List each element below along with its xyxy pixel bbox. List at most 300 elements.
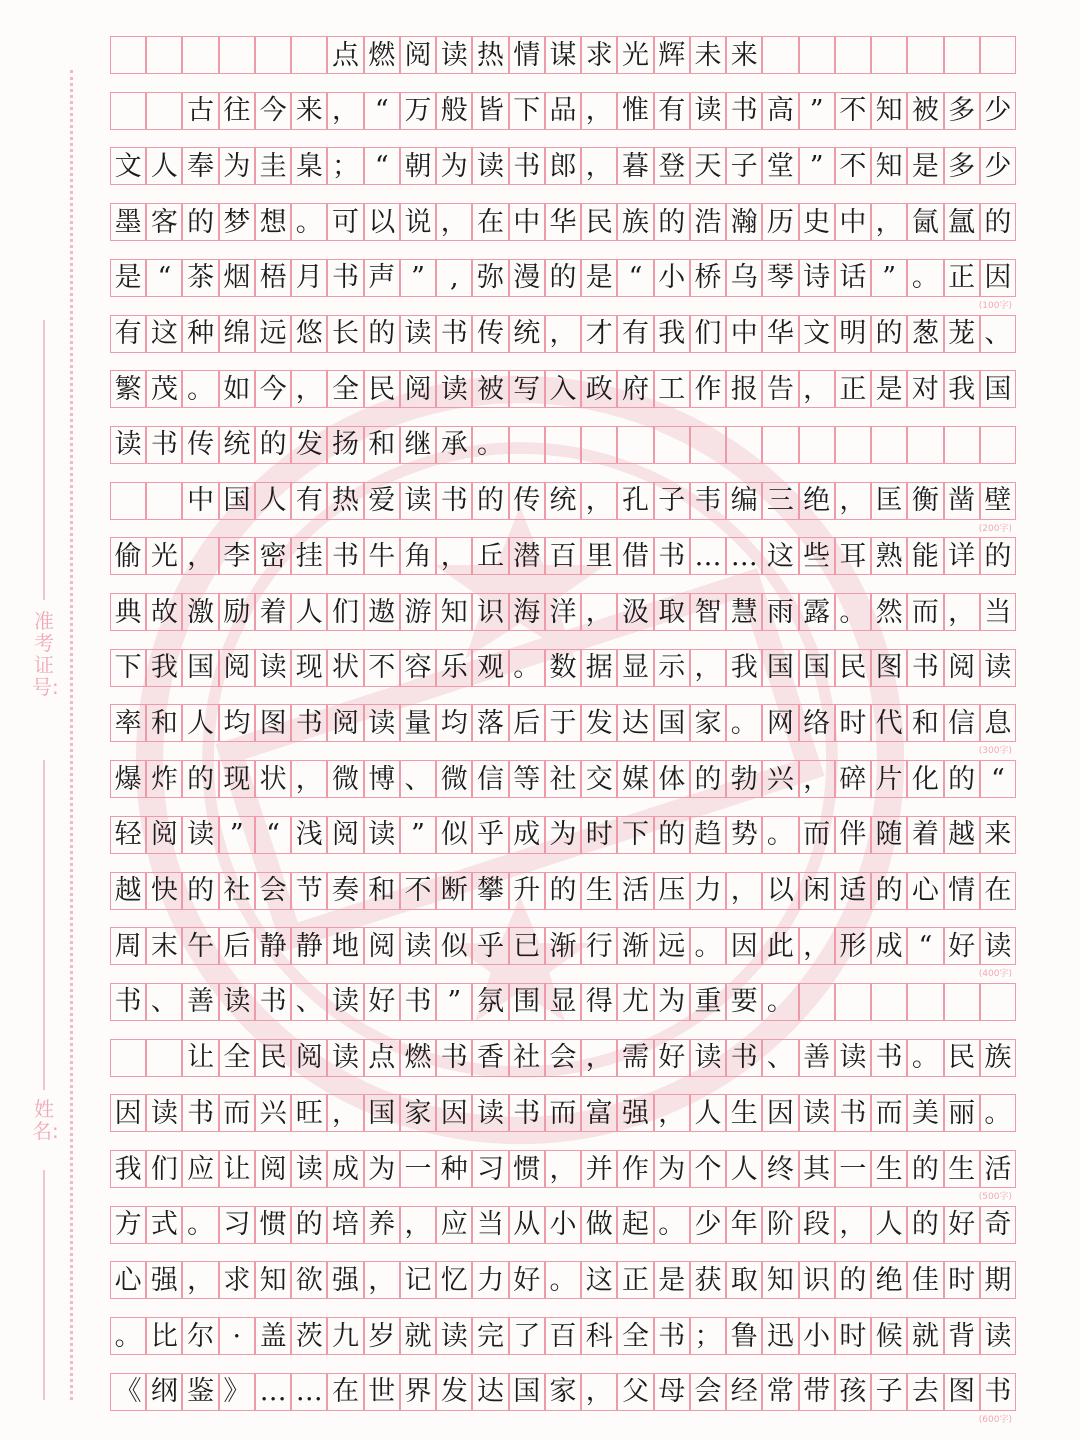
grid-cell [146, 36, 182, 74]
grid-cell: 爱 [364, 482, 400, 520]
grid-cell: 点 [364, 1039, 400, 1077]
grid-cell: 露 [799, 593, 835, 631]
grid-cell: 渐 [617, 927, 653, 965]
grid-cell: 、 [146, 983, 182, 1021]
grid-cell [291, 36, 327, 74]
grid-cell: ， [182, 537, 218, 575]
grid-cell: 闲 [799, 872, 835, 910]
grid-cell: 和 [907, 704, 943, 742]
grid-cell: 、 [980, 315, 1016, 353]
grid-cell: 会 [545, 1039, 581, 1077]
grid-cell: 朝 [400, 147, 436, 185]
grid-cell: 书 [726, 92, 762, 130]
grid-cell: 书 [835, 1094, 871, 1132]
grid-cell: 读 [799, 1094, 835, 1132]
grid-cell: 臬 [291, 147, 327, 185]
grid-cell: 绝 [871, 1261, 907, 1299]
grid-cell: 式 [146, 1206, 182, 1244]
grid-cell: 潜 [509, 537, 545, 575]
grid-cell: ， [871, 203, 907, 241]
grid-cell: 达 [617, 704, 653, 742]
grid-cell: 浩 [690, 203, 726, 241]
grid-cell: “ [364, 147, 400, 185]
grid-cell: 人 [182, 704, 218, 742]
grid-cell: 落 [472, 704, 508, 742]
grid-cell: 传 [509, 482, 545, 520]
grid-cell: 府 [617, 370, 653, 408]
grid-cell: 轻 [110, 816, 146, 854]
grid-cell: 想 [255, 203, 291, 241]
grid-cell: 节 [291, 872, 327, 910]
grid-cell: 养 [364, 1206, 400, 1244]
grid-cell: 是 [581, 259, 617, 297]
grid-cell: 被 [907, 92, 943, 130]
grid-cell: 阅 [327, 704, 363, 742]
grid-cell: 心 [110, 1261, 146, 1299]
grid-cell: 均 [436, 704, 472, 742]
grid-cell: 励 [219, 593, 255, 631]
grid-cell: 好 [509, 1261, 545, 1299]
grid-cell: 子 [654, 482, 690, 520]
grid-cell: 书 [980, 1373, 1016, 1411]
word-count-marker: (200字) [978, 523, 1012, 534]
grid-cell: 孔 [617, 482, 653, 520]
grid-cell: 而 [907, 593, 943, 631]
grid-cell: 人 [690, 1094, 726, 1132]
grid-cell [835, 983, 871, 1021]
grid-cell: 悠 [291, 315, 327, 353]
grid-cell: 。 [654, 1206, 690, 1244]
grid-cell: 方 [110, 1206, 146, 1244]
grid-cell: 国 [799, 649, 835, 687]
grid-cell: 量 [400, 704, 436, 742]
grid-row [110, 203, 1016, 241]
exam-id-underline-lower [43, 760, 45, 1090]
word-count-marker: (600字) [978, 1414, 1012, 1425]
grid-cell: 中 [509, 203, 545, 241]
grid-cell: ， [581, 1373, 617, 1411]
grid-cell: 微 [327, 760, 363, 798]
grid-cell: 午 [182, 927, 218, 965]
grid-cell: 母 [654, 1373, 690, 1411]
grid-cell: ， [327, 1094, 363, 1132]
grid-cell: 民 [835, 649, 871, 687]
grid-cell: ， [581, 593, 617, 631]
grid-cell: 显 [545, 983, 581, 1021]
grid-cell: 阅 [255, 1150, 291, 1188]
exam-id-underline [43, 320, 45, 600]
grid-cell: ” [436, 983, 472, 1021]
grid-cell: 读 [980, 1317, 1016, 1355]
grid-cell: 数 [545, 649, 581, 687]
grid-cell: 谋 [545, 36, 581, 74]
grid-cell: 均 [219, 704, 255, 742]
grid-cell: 读 [110, 426, 146, 464]
grid-cell: 。 [835, 593, 871, 631]
grid-cell: 的 [907, 1150, 943, 1188]
grid-row [110, 927, 1016, 965]
grid-cell: 我 [944, 370, 980, 408]
grid-cell: 绝 [799, 482, 835, 520]
grid-cell: 以 [762, 872, 798, 910]
grid-cell: 求 [219, 1261, 255, 1299]
grid-cell: 壁 [980, 482, 1016, 520]
grid-cell: 静 [291, 927, 327, 965]
word-count-marker: (500字) [978, 1192, 1012, 1202]
grid-cell: 般 [436, 92, 472, 130]
grid-cell: 统 [219, 426, 255, 464]
grid-cell: 。 [110, 1317, 146, 1355]
grid-cell: ” [219, 816, 255, 854]
grid-cell: 惟 [617, 92, 653, 130]
grid-cell: 瀚 [726, 203, 762, 241]
grid-cell [944, 983, 980, 1021]
grid-cell: 读 [400, 315, 436, 353]
grid-cell: 而 [219, 1094, 255, 1132]
grid-cell: 华 [545, 203, 581, 241]
grid-cell: 繁 [110, 370, 146, 408]
grid-cell: 乌 [726, 259, 762, 297]
grid-cell: … [255, 1373, 291, 1411]
grid-cell: 家 [690, 704, 726, 742]
grid-cell: 网 [762, 704, 798, 742]
grid-cell: 纲 [146, 1373, 182, 1411]
grid-cell: ， [799, 370, 835, 408]
grid-cell: 读 [472, 147, 508, 185]
grid-cell: 阶 [762, 1206, 798, 1244]
grid-cell: ” [871, 259, 907, 297]
grid-cell: 故 [146, 593, 182, 631]
grid-cell: 游 [400, 593, 436, 631]
grid-cell: 读 [364, 816, 400, 854]
grid-row [110, 760, 1016, 798]
grid-cell: 在 [327, 1373, 363, 1411]
grid-cell: 的 [255, 426, 291, 464]
grid-cell: 今 [255, 92, 291, 130]
grid-cell: 的 [980, 203, 1016, 241]
grid-cell: 在 [472, 203, 508, 241]
grid-cell: 为 [436, 147, 472, 185]
grid-cell: 来 [726, 36, 762, 74]
grid-cell: 。 [291, 203, 327, 241]
grid-cell: 好 [944, 1206, 980, 1244]
grid-row [110, 649, 1016, 687]
grid-cell: 三 [762, 482, 798, 520]
grid-cell: 是 [871, 370, 907, 408]
grid-cell: 乐 [436, 649, 472, 687]
grid-cell: 的 [182, 872, 218, 910]
grid-cell: 读 [436, 36, 472, 74]
grid-cell: ， [545, 315, 581, 353]
grid-cell: 络 [799, 704, 835, 742]
grid-cell: 堂 [762, 147, 798, 185]
grid-cell: 佳 [907, 1261, 943, 1299]
grid-cell: 圭 [255, 147, 291, 185]
grid-cell: 显 [617, 649, 653, 687]
grid-cell: ， [364, 1261, 400, 1299]
grid-cell: 而 [871, 1094, 907, 1132]
grid-cell: 时 [581, 816, 617, 854]
grid-cell: 读 [400, 482, 436, 520]
grid-cell: 国 [654, 704, 690, 742]
grid-cell: “ [907, 927, 943, 965]
grid-cell: 尔 [182, 1317, 218, 1355]
grid-cell: 成 [327, 1150, 363, 1188]
grid-cell: 全 [327, 370, 363, 408]
grid-cell: 国 [364, 1094, 400, 1132]
grid-cell: 读 [400, 927, 436, 965]
grid-cell [110, 1039, 146, 1077]
grid-cell: 末 [146, 927, 182, 965]
grid-cell: ； [690, 1317, 726, 1355]
grid-cell: 社 [545, 760, 581, 798]
grid-cell [944, 36, 980, 74]
grid-cell: 百 [545, 1317, 581, 1355]
grid-cell: 势 [726, 816, 762, 854]
grid-cell: 挂 [291, 537, 327, 575]
grid-cell: 时 [835, 1317, 871, 1355]
word-count-marker: (300字) [978, 746, 1012, 757]
grid-cell: 兴 [255, 1094, 291, 1132]
grid-cell: 这 [146, 315, 182, 353]
grid-cell: 激 [182, 593, 218, 631]
grid-cell: “ [980, 760, 1016, 798]
grid-row [110, 370, 1016, 408]
grid-cell: 族 [617, 203, 653, 241]
grid-cell: 书 [654, 1317, 690, 1355]
grid-row [110, 147, 1016, 185]
grid-cell: 情 [509, 36, 545, 74]
grid-cell [617, 426, 653, 464]
grid-cell: 一 [835, 1150, 871, 1188]
grid-cell: 书 [291, 704, 327, 742]
grid-cell: ， [581, 482, 617, 520]
grid-cell: 才 [581, 315, 617, 353]
grid-cell: 科 [581, 1317, 617, 1355]
grid-cell: 当 [472, 1206, 508, 1244]
grid-cell: 的 [871, 315, 907, 353]
grid-cell: 尤 [617, 983, 653, 1021]
grid-cell: ， [799, 927, 835, 965]
grid-cell: 背 [944, 1317, 980, 1355]
grid-cell: 会 [690, 1373, 726, 1411]
grid-cell: 率 [110, 704, 146, 742]
grid-cell: 完 [472, 1317, 508, 1355]
grid-cell: 书 [436, 1039, 472, 1077]
grid-cell: 茨 [291, 1317, 327, 1355]
grid-cell: 静 [255, 927, 291, 965]
grid-cell: 惯 [255, 1206, 291, 1244]
grid-cell: 阅 [291, 1039, 327, 1077]
grid-cell: 氲 [944, 203, 980, 241]
grid-cell: 。 [762, 816, 798, 854]
grid-cell: 生 [726, 1094, 762, 1132]
grid-cell: 而 [545, 1094, 581, 1132]
grid-cell: 活 [617, 872, 653, 910]
grid-cell: 因 [436, 1094, 472, 1132]
grid-cell: 读 [327, 1039, 363, 1077]
grid-cell: 勃 [726, 760, 762, 798]
grid-cell: 们 [327, 593, 363, 631]
grid-cell: 文 [799, 315, 835, 353]
grid-cell: 着 [255, 593, 291, 631]
grid-cell: 报 [726, 370, 762, 408]
grid-cell: 们 [690, 315, 726, 353]
grid-cell: 远 [654, 927, 690, 965]
grid-cell: 人 [871, 1206, 907, 1244]
grid-cell: 声 [364, 259, 400, 297]
grid-cell: 示 [654, 649, 690, 687]
grid-cell: 和 [364, 872, 400, 910]
grid-cell: 不 [400, 872, 436, 910]
grid-cell [146, 92, 182, 130]
title-row [110, 36, 1016, 74]
grid-cell: 。 [762, 983, 798, 1021]
grid-cell: 品 [545, 92, 581, 130]
grid-cell: 小 [545, 1206, 581, 1244]
grid-cell: 乎 [472, 816, 508, 854]
grid-cell: ， [581, 92, 617, 130]
grid-cell: 绵 [219, 315, 255, 353]
grid-cell: 里 [581, 537, 617, 575]
grid-cell [146, 1039, 182, 1077]
grid-cell: 慧 [726, 593, 762, 631]
grid-cell: 我 [726, 649, 762, 687]
grid-cell: 适 [835, 872, 871, 910]
grid-cell: 善 [799, 1039, 835, 1077]
grid-row [110, 315, 1016, 353]
grid-cell: ， [545, 1150, 581, 1188]
grid-cell: 读 [690, 92, 726, 130]
grid-cell: 于 [545, 704, 581, 742]
grid-cell: 茏 [944, 315, 980, 353]
grid-cell: 遨 [364, 593, 400, 631]
grid-cell: 氤 [907, 203, 943, 241]
grid-cell: 有 [654, 92, 690, 130]
grid-cell: 。 [907, 1039, 943, 1077]
grid-cell: 求 [581, 36, 617, 74]
grid-cell: 。 [690, 927, 726, 965]
grid-cell: 茶 [182, 259, 218, 297]
grid-cell: 。 [182, 370, 218, 408]
grid-cell: 段 [799, 1206, 835, 1244]
grid-cell: 桥 [690, 259, 726, 297]
grid-cell: 做 [581, 1206, 617, 1244]
grid-cell: 书 [509, 1094, 545, 1132]
grid-cell: 烟 [219, 259, 255, 297]
grid-cell: ， [654, 1094, 690, 1132]
grid-cell: 古 [182, 92, 218, 130]
grid-cell: 成 [871, 927, 907, 965]
grid-cell: 的 [835, 1261, 871, 1299]
grid-cell: 比 [146, 1317, 182, 1355]
grid-cell: 让 [182, 1039, 218, 1077]
grid-cell: 读 [182, 816, 218, 854]
grid-cell: 家 [400, 1094, 436, 1132]
grid-cell: 韦 [690, 482, 726, 520]
grid-row [110, 92, 1016, 130]
grid-cell: ” [400, 259, 436, 297]
grid-cell: 国 [182, 649, 218, 687]
grid-cell: 乎 [472, 927, 508, 965]
grid-cell: 越 [110, 872, 146, 910]
grid-cell: 族 [980, 1039, 1016, 1077]
grid-row [110, 1317, 1016, 1355]
grid-cell: 取 [726, 1261, 762, 1299]
grid-cell: 年 [726, 1206, 762, 1244]
grid-cell: 天 [690, 147, 726, 185]
grid-cell: 得 [581, 983, 617, 1021]
grid-cell [110, 36, 146, 74]
grid-cell: 培 [327, 1206, 363, 1244]
grid-cell: 工 [654, 370, 690, 408]
grid-cell: ， [581, 147, 617, 185]
grid-row [110, 872, 1016, 910]
grid-cell: 知 [871, 92, 907, 130]
grid-cell: 葱 [907, 315, 943, 353]
grid-cell: 匡 [871, 482, 907, 520]
grid-cell: 作 [690, 370, 726, 408]
grid-cell: 着 [907, 816, 943, 854]
grid-cell: 不 [835, 92, 871, 130]
grid-cell [110, 482, 146, 520]
grid-cell: ， [690, 649, 726, 687]
grid-cell: 密 [255, 537, 291, 575]
grid-cell: 写 [509, 370, 545, 408]
grid-cell: 汲 [617, 593, 653, 631]
grid-cell: 不 [364, 649, 400, 687]
grid-cell: 读 [980, 649, 1016, 687]
grid-cell: 读 [291, 1150, 327, 1188]
grid-cell: 中 [726, 315, 762, 353]
grid-cell: 茂 [146, 370, 182, 408]
grid-cell: 民 [581, 203, 617, 241]
grid-cell: 的 [182, 203, 218, 241]
grid-cell: 全 [617, 1317, 653, 1355]
grid-cell: 全 [219, 1039, 255, 1077]
grid-cell [799, 983, 835, 1021]
grid-cell: 为 [654, 983, 690, 1021]
grid-cell: 因 [726, 927, 762, 965]
grid-cell: 的 [690, 760, 726, 798]
grid-cell: 政 [581, 370, 617, 408]
grid-cell: 微 [436, 760, 472, 798]
grid-cell: 皆 [472, 92, 508, 130]
grid-cell: 旺 [291, 1094, 327, 1132]
grid-cell: 少 [980, 92, 1016, 130]
grid-cell: 梦 [219, 203, 255, 241]
grid-cell: 阅 [327, 816, 363, 854]
grid-cell: 借 [617, 537, 653, 575]
grid-cell [255, 36, 291, 74]
grid-cell: 弥 [472, 259, 508, 297]
grid-cell: 识 [472, 593, 508, 631]
grid-cell: 是 [110, 259, 146, 297]
grid-cell: 种 [182, 315, 218, 353]
grid-row [110, 593, 1016, 631]
grid-cell: 强 [327, 1261, 363, 1299]
grid-cell: ， [581, 1039, 617, 1077]
grid-cell: 多 [944, 147, 980, 185]
grid-row [110, 1150, 1016, 1188]
grid-cell: … [291, 1373, 327, 1411]
grid-cell: 的 [907, 1206, 943, 1244]
grid-cell: 似 [436, 816, 472, 854]
grid-cell: 往 [219, 92, 255, 130]
grid-cell: 有 [110, 315, 146, 353]
grid-cell: ， [327, 92, 363, 130]
grid-cell: ， [182, 1261, 218, 1299]
